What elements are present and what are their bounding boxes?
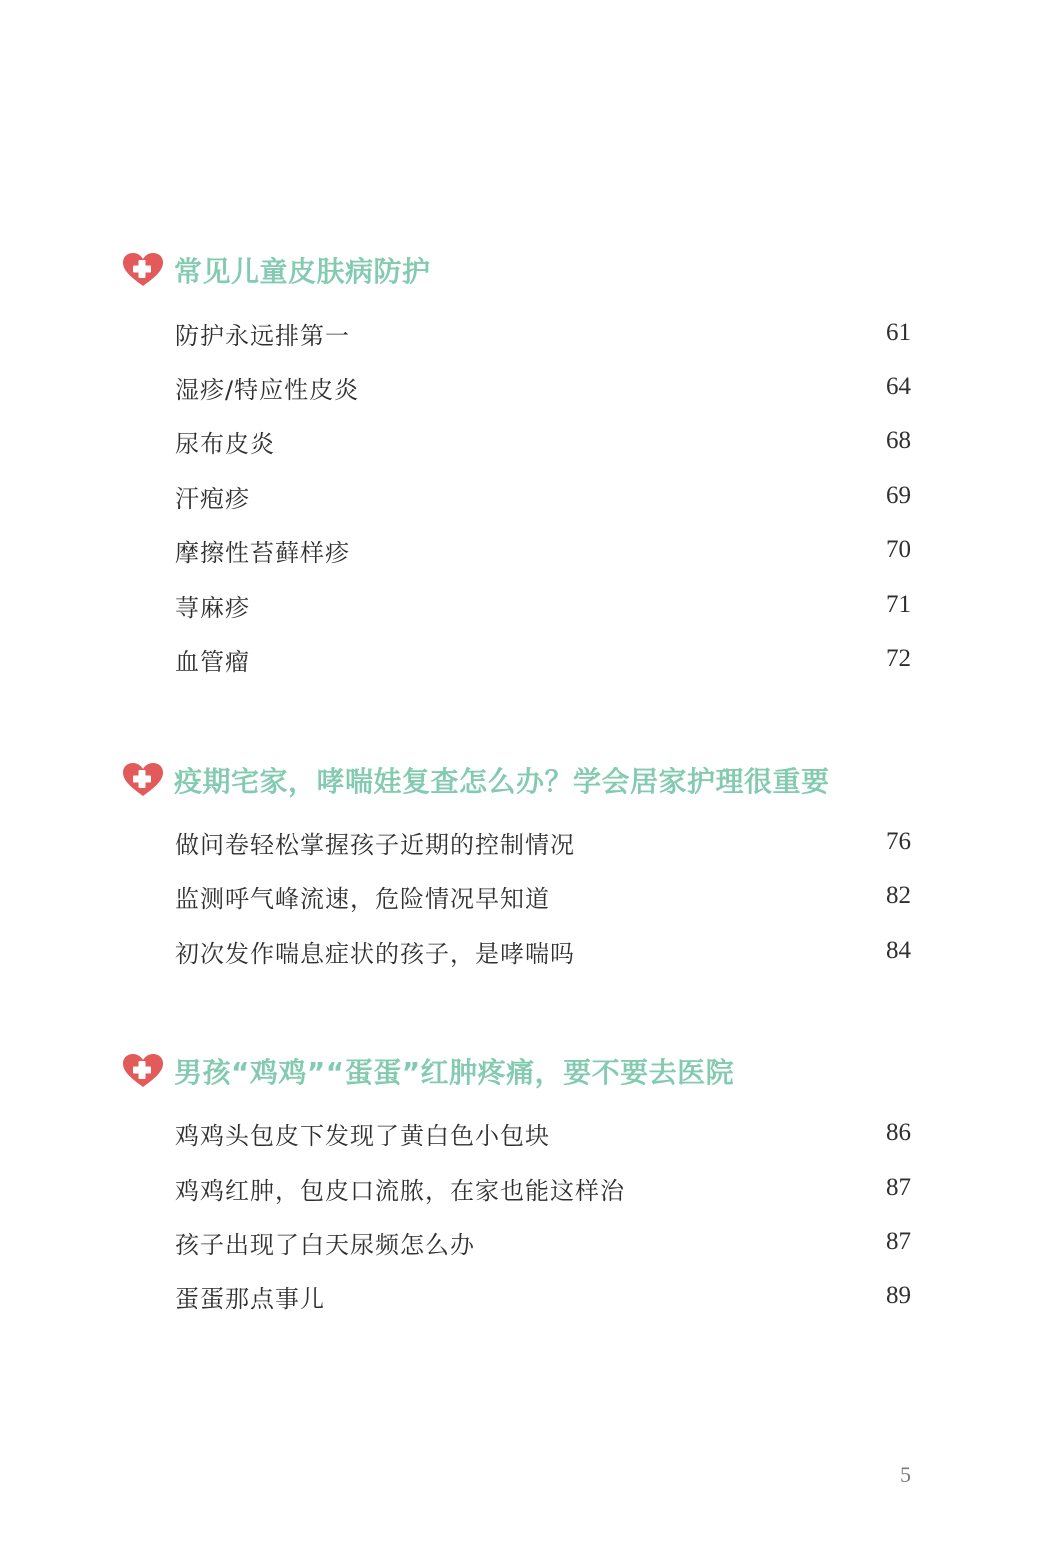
entry-page-number: 68: [886, 427, 911, 454]
entry-page-number: 71: [886, 591, 911, 618]
entry-page-number: 87: [886, 1174, 911, 1201]
entry-page-number: 61: [886, 319, 911, 346]
toc-entry[interactable]: [175, 641, 911, 677]
heart-cross-icon: [122, 762, 164, 798]
entry-page-number: 82: [886, 882, 911, 909]
entry-page-number: 89: [886, 1282, 911, 1309]
entry-title: 血管瘤: [175, 647, 250, 676]
entry-title: 尿布皮炎: [175, 429, 275, 458]
toc-entry[interactable]: [175, 878, 911, 914]
page-number: 5: [900, 1462, 911, 1487]
toc-entry[interactable]: [175, 587, 911, 623]
entry-title: 汗疱疹: [175, 484, 250, 513]
section-header[interactable]: [122, 1051, 734, 1091]
entry-page-number: 86: [886, 1119, 911, 1146]
section-header[interactable]: [122, 250, 431, 290]
toc-entry[interactable]: [175, 933, 911, 969]
entry-title: 湿疹/特应性皮炎: [175, 375, 360, 404]
toc-entry[interactable]: [175, 423, 911, 459]
section-title: 疫期宅家，哮喘娃复查怎么办？学会居家护理很重要: [174, 765, 830, 798]
section-title: 男孩“鸡鸡”“蛋蛋”红肿疼痛，要不要去医院: [174, 1056, 735, 1089]
toc-entry[interactable]: [175, 1224, 911, 1260]
toc-entry[interactable]: [175, 824, 911, 860]
entry-page-number: 76: [886, 828, 911, 855]
entry-page-number: 87: [886, 1228, 911, 1255]
section-header[interactable]: [122, 760, 830, 800]
entry-page-number: 72: [886, 645, 911, 672]
entry-page-number: 64: [886, 373, 911, 400]
entry-title: 监测呼气峰流速，危险情况早知道: [175, 884, 550, 913]
toc-entry[interactable]: [175, 478, 911, 514]
toc-entry[interactable]: [175, 315, 911, 351]
toc-entry[interactable]: [175, 369, 911, 405]
heart-cross-icon: [122, 1053, 164, 1089]
entry-title: 初次发作喘息症状的孩子，是哮喘吗: [175, 939, 575, 968]
entry-title: 孩子出现了白天尿频怎么办: [175, 1230, 475, 1259]
entry-title: 摩擦性苔藓样疹: [175, 538, 350, 567]
section-title: 常见儿童皮肤病防护: [174, 255, 431, 288]
entry-title: 蛋蛋那点事儿: [175, 1284, 325, 1313]
entry-page-number: 84: [886, 937, 911, 964]
entry-page-number: 70: [886, 536, 911, 563]
entry-title: 鸡鸡头包皮下发现了黄白色小包块: [175, 1121, 550, 1150]
entry-title: 做问卷轻松掌握孩子近期的控制情况: [175, 830, 575, 859]
toc-entry[interactable]: [175, 1115, 911, 1151]
entry-page-number: 69: [886, 482, 911, 509]
toc-entry[interactable]: [175, 532, 911, 568]
toc-entry[interactable]: [175, 1170, 911, 1206]
entry-title: 防护永远排第一: [175, 321, 350, 350]
toc-entry[interactable]: [175, 1278, 911, 1314]
entry-title: 荨麻疹: [175, 593, 250, 622]
entry-title: 鸡鸡红肿，包皮口流脓，在家也能这样治: [175, 1176, 625, 1205]
heart-cross-icon: [122, 252, 164, 288]
